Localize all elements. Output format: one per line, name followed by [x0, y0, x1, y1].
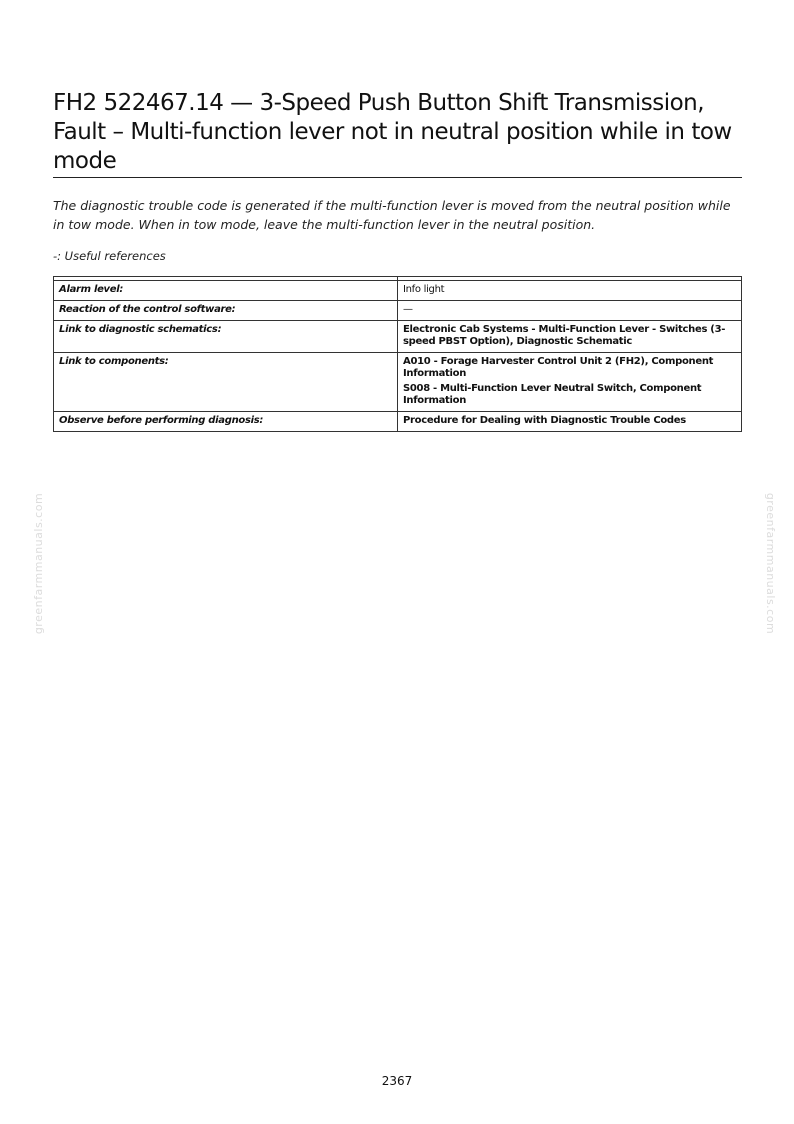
page-title: FH2 522467.14 — 3-Speed Push Button Shift Transmission, Fault – Multi-function lever not in neutral position while in tow mode [53, 90, 732, 174]
row-key: Reaction of the control software: [54, 301, 398, 321]
intro-paragraph: The diagnostic trouble code is generated if the multi-function lever is moved from the neutral position while in tow mode. When in tow mode, leave the multi-function lever in the neutral position. [53, 198, 731, 232]
table-row-alarm-level [54, 281, 742, 301]
row-value [398, 353, 742, 412]
row-value [398, 412, 742, 432]
row-key: Observe before performing diagnosis: [54, 412, 398, 432]
row-key: Link to components: [54, 353, 398, 412]
table-row-components [54, 353, 742, 412]
row-value [398, 321, 742, 353]
diagnostic-schematic-link[interactable]: Electronic Cab Systems - Multi-Function Lever - Switches (3-speed PBST Option), Diagnostic Schematic [403, 324, 726, 347]
row-value [398, 281, 742, 301]
table-row-diagnostic-schematics [54, 321, 742, 353]
component-link-s008[interactable]: S008 - Multi-Function Lever Neutral Switch, Component Information [403, 383, 702, 406]
row-key: Alarm level: [54, 281, 398, 301]
control-software-reaction-value: — [403, 304, 413, 315]
dtc-procedure-link[interactable]: Procedure for Dealing with Diagnostic Trouble Codes [403, 415, 686, 426]
watermark-left: greenfarmmanuals.com [32, 492, 46, 635]
row-key: Link to diagnostic schematics: [54, 321, 398, 353]
component-link-a010[interactable]: A010 - Forage Harvester Control Unit 2 (FH2), Component Information [403, 356, 714, 379]
reference-table [53, 276, 742, 432]
title-divider [53, 177, 742, 178]
row-value [398, 301, 742, 321]
page-number: 2367 [381, 1074, 413, 1088]
alarm-level-value: Info light [403, 284, 445, 295]
table-row-observe-before-diagnosis [54, 412, 742, 432]
watermark-right: greenfarmmanuals.com [764, 492, 778, 635]
table-row-control-software-reaction [54, 301, 742, 321]
useful-references-label: -: Useful references [53, 249, 166, 263]
